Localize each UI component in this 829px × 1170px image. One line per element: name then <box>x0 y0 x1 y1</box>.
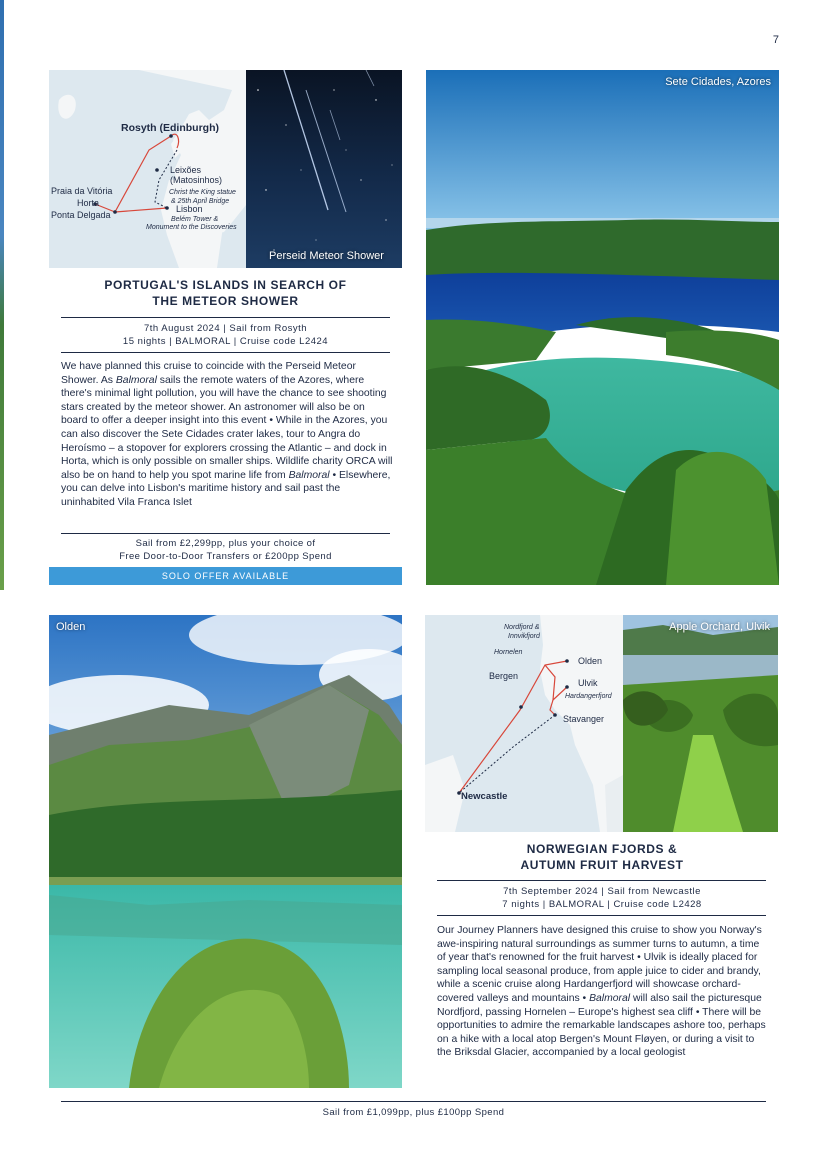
map-label-ponta-delgada: Ponta Delgada <box>51 210 111 220</box>
solo-offer-banner: SOLO OFFER AVAILABLE <box>49 567 402 585</box>
map-label-olden: Olden <box>578 656 603 666</box>
meta-line-1: 7th September 2024 | Sail from Newcastle <box>503 886 701 897</box>
page-number: 7 <box>772 34 779 46</box>
olden-caption: Olden <box>56 621 86 633</box>
body-text: • Elsewhere, you can delve into Lisbon's maritime history and sail past the uninhabited Vila Franca Islet <box>61 469 391 508</box>
ship-name: Balmoral <box>115 374 157 386</box>
divider <box>437 915 766 916</box>
map-label-newcastle: Newcastle <box>461 791 508 802</box>
olden-photo <box>49 615 402 1088</box>
map-label-matosinhos: (Matosinhos) <box>170 175 223 185</box>
map-label-ulvik: Ulvik <box>578 678 598 688</box>
map-label-belem-1: Belém Tower & <box>171 216 219 223</box>
price-line-2: Free Door-to-Door Transfers or £200pp Spend <box>119 551 332 562</box>
article-title-norway <box>425 841 779 873</box>
title-line-2: AUTUMN FRUIT HARVEST <box>520 858 684 872</box>
body-text: Our Journey Planners have designed this cruise to show you Norway's awe-inspiring natural surroundings as summer turns to autumn, a time of year that's renowned for the fruit harvest • Ulvik is ideally placed for sampling local seasonal produce, from apple juice to cider and brandy, while a scenic cruise along Hardangerfjord will showcase orchard-covered valleys and mountains • <box>437 925 762 1004</box>
divider <box>437 880 766 881</box>
ship-name: Balmoral <box>589 992 631 1004</box>
cruise-meta-norway <box>425 885 779 911</box>
title-line-1: PORTUGAL'S ISLANDS IN SEARCH OF <box>104 278 347 292</box>
cruise-meta-portugal <box>49 322 402 348</box>
map-label-bergen: Bergen <box>489 671 519 681</box>
body-text: will also sail the picturesque Nordfjord, passing Hornelen – Europe's highest sea cliff • There will be opportunities to admire the remarkable landscapes ashore too, perhaps on a hike with a local atop Bergen's Mount Fløyen, or during a visit to the Briksdal Glacier, accompanied by a local geologist <box>437 992 766 1059</box>
divider <box>61 317 390 318</box>
divider <box>61 533 390 534</box>
article-title-portugal <box>49 277 402 309</box>
map-label-rosyth: Rosyth (Edinburgh) <box>121 122 219 134</box>
edge-photo-strip <box>0 0 4 590</box>
title-line-1: NORWEGIAN FJORDS & <box>526 842 678 856</box>
map-label-hardangerfjord: Hardangerfjord <box>565 693 612 700</box>
meta-line-1: 7th August 2024 | Sail from Rosyth <box>143 323 308 334</box>
orchard-caption: Apple Orchard, Ulvik <box>669 621 770 633</box>
map-label-belem-2: Monument to the Discoveries <box>146 224 237 231</box>
meteor-caption: Perseid Meteor Shower <box>269 250 384 262</box>
ship-name: Balmoral <box>288 469 330 481</box>
price-line-1: Sail from £2,299pp, plus your choice of <box>135 538 316 549</box>
map-label-hornelen: Hornelen <box>494 649 523 656</box>
map-label-nordfjord-2: Innvikfjord <box>508 633 540 640</box>
route-map-portugal <box>49 70 246 268</box>
apple-orchard-photo <box>623 615 778 832</box>
footer-price: Sail from £1,099pp, plus £100pp Spend <box>322 1107 505 1118</box>
meteor-shower-photo <box>246 70 402 268</box>
body-text: We have planned this cruise to coincide with the Perseid Meteor Shower. As <box>61 361 356 386</box>
footer-divider <box>61 1101 766 1102</box>
map-label-nordfjord-1: Nordfjord & <box>504 624 540 631</box>
price-portugal <box>49 537 402 563</box>
route-map-norway <box>425 615 623 832</box>
title-line-2: THE METEOR SHOWER <box>152 294 299 308</box>
map-label-lisbon: Lisbon <box>176 204 203 214</box>
map-label-leixoes: Leixões <box>170 165 202 175</box>
sete-cidades-photo <box>426 70 779 585</box>
divider <box>61 352 390 353</box>
map-label-christ-king-2: & 25th April Bridge <box>171 198 230 205</box>
body-text: sails the remote waters of the Azores, where there's minimal light pollution, you will have the chance to see shooting stars created by the meteor shower. An astronomer will also be on board to offer a deeper insight into this event • While in the Azores, you can also discover the Sete Cidades crater lakes, tour to Angra do Heroísmo – a stopover for explorers crossing the Atlantic – and dock in Horta, which is only possible on smaller ships. Wildlife charity ORCA will also be on hand to help you spot marine life from <box>61 374 393 481</box>
map-label-stavanger: Stavanger <box>563 714 605 724</box>
map-label-christ-king-1: Christ the King statue <box>169 189 236 196</box>
map-label-horta: Horta <box>77 198 100 208</box>
meta-line-2: 7 nights | BALMORAL | Cruise code L2428 <box>502 899 702 910</box>
meta-line-2: 15 nights | BALMORAL | Cruise code L2424 <box>122 336 329 347</box>
article-body-norway <box>437 924 770 1060</box>
map-label-praia: Praia da Vitória <box>51 186 113 196</box>
article-body-portugal <box>61 360 393 510</box>
azores-caption: Sete Cidades, Azores <box>665 76 771 88</box>
